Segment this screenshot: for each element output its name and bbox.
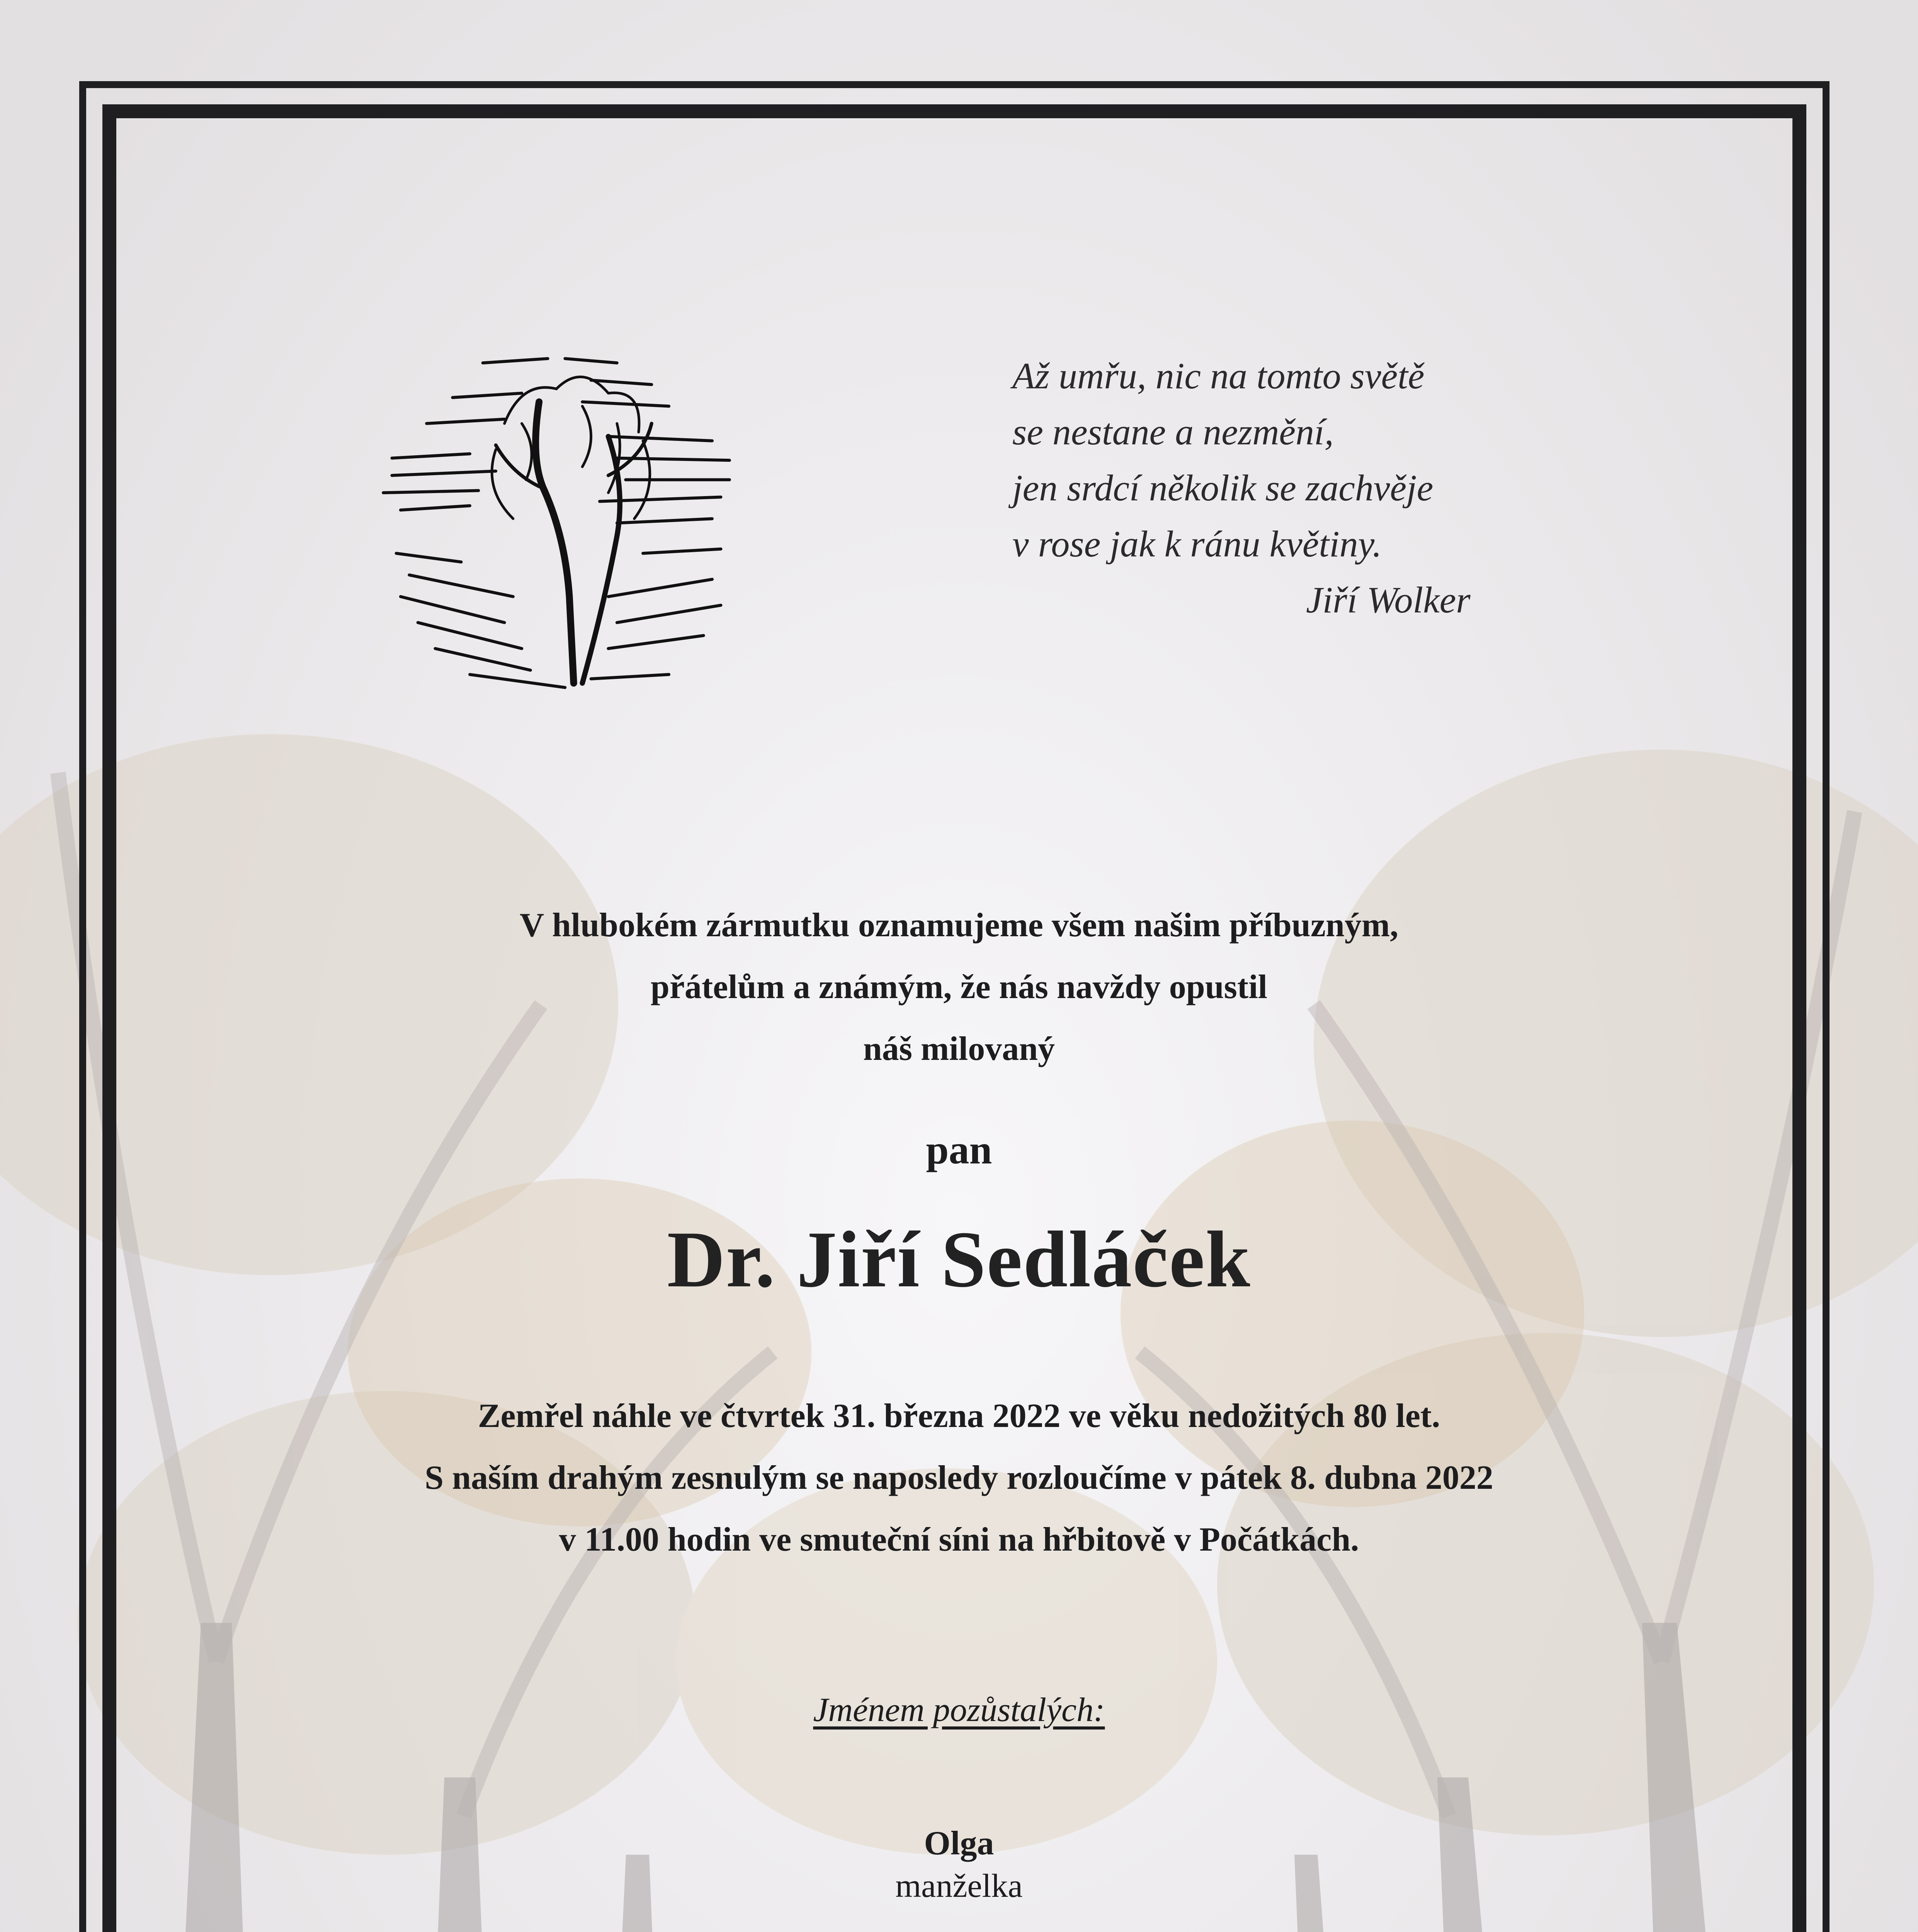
- announcement-line: náš milovaný: [863, 1030, 1055, 1068]
- funeral-details: [116, 1385, 1802, 1571]
- poem-line: Až umřu, nic na tomto světě: [1012, 355, 1425, 396]
- poem: [1012, 348, 1553, 628]
- mourner-name: Olga: [924, 1825, 994, 1862]
- poem-line: jen srdcí několik se zachvěje: [1012, 467, 1433, 509]
- announcement-line: přátelům a známým, že nás navždy opustil: [650, 968, 1268, 1006]
- salutation: pan: [926, 1127, 992, 1172]
- details-line: S naším drahým zesnulým se naposledy rozloučíme v pátek 8. dubna 2022: [425, 1459, 1493, 1497]
- poem-line: se nestane a nezmění,: [1012, 411, 1334, 452]
- announcement-line: V hlubokém zármutku oznamujeme všem našim příbuzným,: [519, 906, 1399, 944]
- details-line: Zemřel náhle ve čtvrtek 31. března 2022 ve věku nedožitých 80 let.: [478, 1397, 1440, 1435]
- deceased-name: Dr. Jiří Sedláček: [667, 1215, 1251, 1304]
- poem-author: Jiří Wolker: [1306, 579, 1471, 621]
- poem-line: v rose jak k ránu květiny.: [1012, 523, 1382, 565]
- mourners-heading: Jménem pozůstalých:: [813, 1691, 1105, 1729]
- mourner-role: manželka: [895, 1867, 1023, 1904]
- details-line: v 11.00 hodin ve smuteční síni na hřbitově v Počátkách.: [559, 1521, 1359, 1558]
- tree-engraving-icon: [340, 294, 773, 726]
- announcement: [116, 895, 1802, 1080]
